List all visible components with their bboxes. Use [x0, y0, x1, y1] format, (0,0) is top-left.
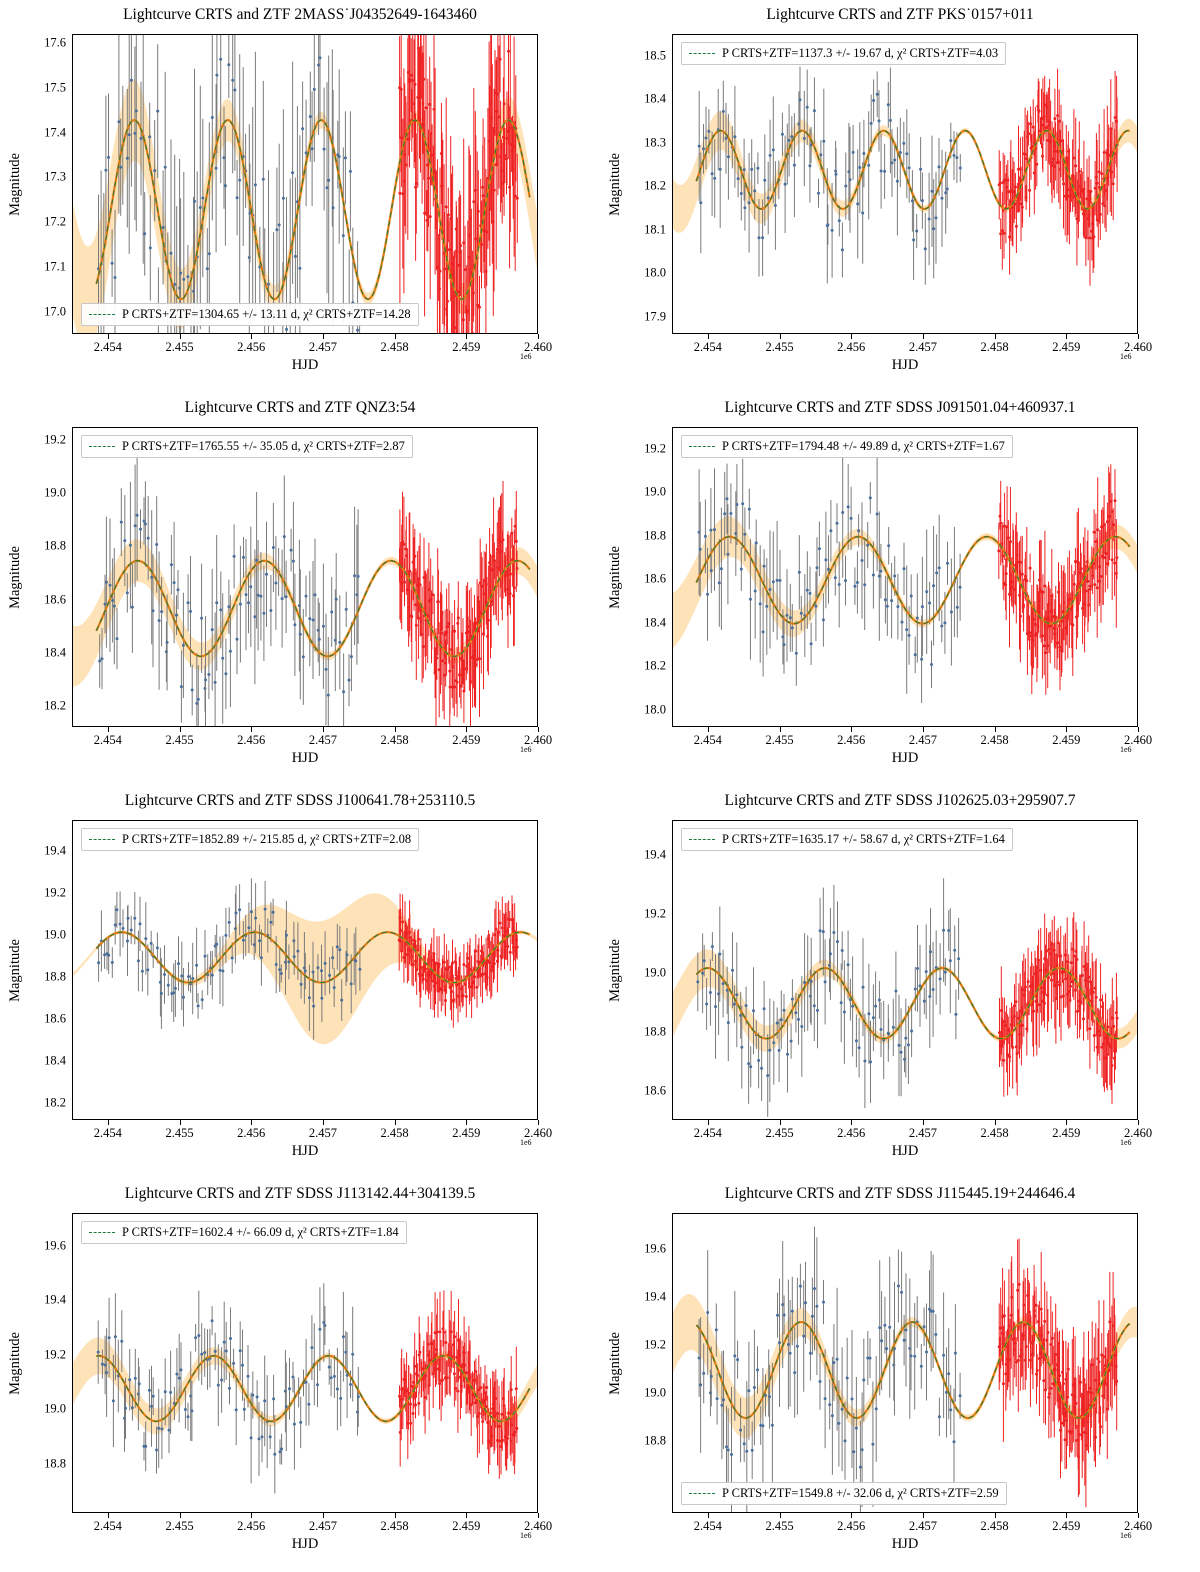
x-tick-label: 2.457: [908, 340, 937, 354]
x-tick-mark: [780, 1513, 781, 1518]
y-tick-label: 19.0: [44, 485, 66, 500]
y-tick-label: 18.8: [644, 528, 666, 543]
x-tick-label: 2.459: [1052, 1126, 1081, 1140]
x-tick-mark: [323, 334, 324, 339]
legend-text: P CRTS+ZTF=1137.3 +/- 19.67 d, χ² CRTS+ZTF=4.03: [722, 46, 999, 60]
y-axis-label-text: Magnitude: [606, 938, 623, 1002]
y-axis-label-text: Magnitude: [606, 152, 623, 216]
x-axis-ticks: [72, 1120, 553, 1142]
x-tick-label: 2.459: [452, 1519, 481, 1533]
y-tick-label: 18.3: [644, 135, 666, 150]
ztf-data-points: [998, 69, 1119, 286]
x-tick-label: 2.455: [165, 733, 194, 747]
y-tick-label: 18.5: [644, 48, 666, 63]
axes-frame: [72, 1213, 538, 1513]
x-tick-mark: [995, 1120, 996, 1125]
ztf-data-points: [398, 35, 519, 334]
panel-legend: [681, 42, 1006, 65]
lightcurve-plot: [673, 428, 1138, 727]
x-tick-label: 2.460: [1123, 1126, 1153, 1140]
x-tick-label: 2.458: [380, 1126, 409, 1140]
y-tick-label: 19.4: [44, 1292, 66, 1307]
legend-text: P CRTS+ZTF=1794.48 +/- 49.89 d, χ² CRTS+ZTF=1.67: [722, 439, 1005, 453]
x-tick-mark: [923, 727, 924, 732]
ztf-data-points: [998, 912, 1119, 1104]
y-tick-label: 18.4: [44, 1053, 66, 1068]
y-axis-ticks: [0, 427, 70, 727]
panel-legend: [681, 1482, 1007, 1505]
y-tick-label: 17.0: [44, 304, 66, 319]
y-tick-label: 18.6: [44, 592, 66, 607]
legend-dash-icon: [689, 446, 715, 447]
x-tick-mark: [1066, 727, 1067, 732]
y-tick-label: 18.4: [44, 645, 66, 660]
panel-legend: [81, 303, 419, 326]
y-tick-label: 19.6: [44, 1238, 66, 1253]
axes-frame: [72, 427, 538, 727]
x-tick-mark: [251, 1120, 252, 1125]
y-axis-label-text: Magnitude: [6, 938, 23, 1002]
y-tick-label: 18.8: [44, 538, 66, 553]
x-tick-mark: [708, 727, 709, 732]
x-axis-offset-label: 1e6: [520, 1138, 532, 1147]
x-tick-mark: [851, 1513, 852, 1518]
y-tick-label: 18.6: [644, 571, 666, 586]
lightcurve-plot: [673, 1214, 1138, 1513]
x-axis-offset-label: 1e6: [1120, 1531, 1132, 1540]
legend-dash-icon: [689, 53, 715, 54]
x-tick-mark: [851, 334, 852, 339]
x-tick-mark: [395, 1120, 396, 1125]
x-tick-mark: [180, 727, 181, 732]
x-tick-label: 2.458: [980, 340, 1009, 354]
x-tick-label: 2.454: [93, 340, 122, 354]
x-tick-mark: [1138, 334, 1139, 339]
legend-dash-icon: [689, 839, 715, 840]
x-tick-label: 2.456: [237, 340, 266, 354]
x-tick-label: 2.457: [908, 1126, 937, 1140]
y-tick-label: 18.8: [644, 1024, 666, 1039]
x-tick-mark: [708, 1513, 709, 1518]
x-tick-label: 2.457: [308, 1519, 337, 1533]
x-axis-ticks: [672, 1513, 1153, 1535]
x-axis-offset-label: 1e6: [1120, 1138, 1132, 1147]
y-tick-label: 17.4: [44, 125, 66, 139]
x-axis-label: HJD: [291, 750, 319, 766]
x-tick-mark: [323, 1513, 324, 1518]
x-tick-label: 2.456: [837, 733, 866, 747]
x-axis-offset-label: 1e6: [1120, 745, 1132, 754]
y-tick-label: 19.2: [44, 1347, 66, 1362]
y-tick-label: 19.0: [44, 927, 66, 942]
x-tick-label: 2.460: [1123, 340, 1153, 354]
x-tick-mark: [466, 727, 467, 732]
legend-dash-icon: [89, 839, 115, 840]
y-tick-label: 18.4: [644, 615, 666, 630]
crts-data-points: [97, 1283, 360, 1493]
ztf-data-points: [998, 1239, 1118, 1508]
x-tick-mark: [108, 727, 109, 732]
x-tick-mark: [1066, 334, 1067, 339]
y-tick-label: 17.5: [44, 80, 66, 95]
y-tick-label: 18.6: [44, 1011, 66, 1026]
x-tick-label: 2.458: [380, 733, 409, 747]
panel-title: Lightcurve CRTS and ZTF SDSS J091501.04+460937.1: [724, 399, 1076, 416]
y-tick-label: 19.4: [644, 847, 666, 862]
x-tick-label: 2.457: [908, 1519, 937, 1533]
x-tick-label: 2.458: [380, 1519, 409, 1533]
x-tick-label: 2.455: [165, 1126, 194, 1140]
x-tick-label: 2.457: [308, 733, 337, 747]
y-tick-label: 18.2: [44, 1095, 66, 1110]
panel-legend: [81, 828, 419, 851]
lightcurve-panel: [0, 0, 600, 393]
x-tick-label: 2.455: [765, 733, 794, 747]
x-tick-label: 2.457: [308, 1126, 337, 1140]
x-tick-mark: [395, 334, 396, 339]
y-axis-ticks: [600, 34, 670, 334]
x-axis-ticks: [72, 727, 553, 749]
y-axis-ticks: [600, 820, 670, 1120]
x-tick-mark: [251, 334, 252, 339]
x-axis-ticks: [672, 727, 1153, 749]
x-tick-mark: [108, 1120, 109, 1125]
y-tick-label: 19.2: [44, 432, 66, 447]
x-tick-label: 2.456: [837, 340, 866, 354]
x-tick-mark: [538, 727, 539, 732]
x-tick-mark: [466, 1513, 467, 1518]
legend-text: P CRTS+ZTF=1304.65 +/- 13.11 d, χ² CRTS+ZTF=14.28: [122, 307, 411, 321]
x-axis-ticks: [672, 1120, 1153, 1142]
x-tick-mark: [780, 1120, 781, 1125]
x-tick-label: 2.456: [837, 1126, 866, 1140]
x-axis-ticks: [72, 334, 553, 356]
x-tick-mark: [1138, 727, 1139, 732]
y-tick-label: 17.1: [44, 259, 66, 274]
x-tick-mark: [251, 1513, 252, 1518]
x-tick-mark: [1138, 1513, 1139, 1518]
y-tick-label: 18.2: [44, 698, 66, 713]
x-tick-label: 2.457: [908, 733, 937, 747]
x-tick-label: 2.455: [165, 340, 194, 354]
x-tick-label: 2.454: [93, 1519, 122, 1533]
x-tick-mark: [780, 727, 781, 732]
panel-title: Lightcurve CRTS and ZTF PKS˙0157+011: [766, 6, 1034, 23]
x-tick-mark: [108, 1513, 109, 1518]
ztf-data-points: [398, 894, 519, 1028]
x-tick-label: 2.456: [837, 1519, 866, 1533]
x-axis-label: HJD: [891, 357, 919, 373]
x-tick-mark: [395, 1513, 396, 1518]
x-tick-label: 2.459: [1052, 1519, 1081, 1533]
y-tick-label: 19.0: [644, 484, 666, 499]
y-tick-label: 18.1: [644, 222, 666, 237]
y-tick-label: 18.0: [644, 702, 666, 717]
x-tick-label: 2.460: [523, 1126, 553, 1140]
lightcurve-panel: [600, 0, 1200, 393]
panel-title: Lightcurve CRTS and ZTF SDSS J115445.19+244646.4: [724, 1185, 1076, 1202]
panel-title: Lightcurve CRTS and ZTF QNZ3:54: [184, 399, 416, 416]
x-tick-mark: [708, 334, 709, 339]
x-tick-mark: [395, 727, 396, 732]
x-tick-label: 2.459: [452, 340, 481, 354]
ztf-data-points: [997, 464, 1118, 695]
x-tick-mark: [995, 727, 996, 732]
axes-frame: [672, 427, 1138, 727]
y-tick-label: 19.0: [44, 1401, 66, 1416]
x-tick-label: 2.460: [1123, 733, 1153, 747]
plot-area: [72, 820, 538, 1120]
x-axis-label: HJD: [891, 1143, 919, 1159]
x-tick-label: 2.455: [165, 1519, 194, 1533]
lightcurve-panel: [600, 786, 1200, 1179]
y-tick-label: 18.8: [44, 1456, 66, 1471]
panel-title: Lightcurve CRTS and ZTF SDSS J113142.44+304139.5: [124, 1185, 476, 1202]
y-axis-ticks: [600, 1213, 670, 1513]
x-tick-mark: [538, 334, 539, 339]
x-tick-mark: [180, 1513, 181, 1518]
x-axis-label: HJD: [891, 750, 919, 766]
x-tick-label: 2.456: [237, 1126, 266, 1140]
legend-text: P CRTS+ZTF=1765.55 +/- 35.05 d, χ² CRTS+ZTF=2.87: [122, 439, 405, 453]
x-axis-ticks: [72, 1513, 553, 1535]
x-tick-label: 2.454: [93, 1126, 122, 1140]
x-tick-mark: [780, 334, 781, 339]
y-axis-ticks: [0, 1213, 70, 1513]
x-tick-mark: [180, 1120, 181, 1125]
x-tick-label: 2.455: [765, 1126, 794, 1140]
x-tick-mark: [538, 1513, 539, 1518]
lightcurve-plot: [673, 821, 1138, 1120]
y-tick-label: 18.8: [44, 969, 66, 984]
panel-legend: [681, 435, 1013, 458]
legend-dash-icon: [89, 314, 115, 315]
x-axis-offset-label: 1e6: [520, 745, 532, 754]
plot-area: [672, 427, 1138, 727]
legend-text: P CRTS+ZTF=1602.4 +/- 66.09 d, χ² CRTS+ZTF=1.84: [122, 1225, 399, 1239]
lightcurve-panel: [0, 786, 600, 1179]
x-tick-label: 2.460: [1123, 1519, 1153, 1533]
x-tick-label: 2.460: [523, 340, 553, 354]
legend-text: P CRTS+ZTF=1635.17 +/- 58.67 d, χ² CRTS+ZTF=1.64: [722, 832, 1005, 846]
x-axis-label: HJD: [291, 1536, 319, 1552]
x-tick-label: 2.459: [1052, 733, 1081, 747]
y-tick-label: 17.6: [44, 35, 66, 50]
plot-area: [672, 34, 1138, 334]
x-tick-label: 2.454: [93, 733, 122, 747]
y-axis-label-text: Magnitude: [606, 1331, 623, 1395]
x-tick-label: 2.456: [237, 1519, 266, 1533]
x-tick-label: 2.458: [980, 1519, 1009, 1533]
panel-title: Lightcurve CRTS and ZTF 2MASS˙J04352649-1643460: [123, 6, 477, 23]
x-tick-mark: [251, 727, 252, 732]
y-tick-label: 18.8: [644, 1433, 666, 1448]
x-tick-mark: [1066, 1513, 1067, 1518]
y-tick-label: 18.0: [644, 265, 666, 280]
y-tick-label: 19.4: [644, 1289, 666, 1304]
x-tick-mark: [1138, 1120, 1139, 1125]
y-tick-label: 19.6: [644, 1241, 666, 1256]
x-axis-offset-label: 1e6: [520, 1531, 532, 1540]
x-tick-mark: [923, 1513, 924, 1518]
x-tick-mark: [466, 1120, 467, 1125]
lightcurve-panel: [0, 1179, 600, 1572]
panel-title: Lightcurve CRTS and ZTF SDSS J100641.78+253110.5: [124, 792, 476, 809]
y-tick-label: 17.3: [44, 169, 66, 184]
x-tick-label: 2.455: [765, 1519, 794, 1533]
legend-dash-icon: [89, 446, 115, 447]
lightcurve-panel: [600, 1179, 1200, 1572]
y-tick-label: 19.2: [644, 1337, 666, 1352]
x-tick-mark: [323, 727, 324, 732]
y-axis-label-text: Magnitude: [6, 1331, 23, 1395]
y-tick-label: 17.9: [644, 309, 666, 324]
x-axis-offset-label: 1e6: [520, 352, 532, 361]
x-axis-label: HJD: [891, 1536, 919, 1552]
x-tick-mark: [851, 727, 852, 732]
x-tick-label: 2.455: [765, 340, 794, 354]
crts-data-points: [97, 35, 361, 334]
x-tick-mark: [1066, 1120, 1067, 1125]
y-axis-label-text: Magnitude: [6, 152, 23, 216]
x-tick-label: 2.460: [523, 1519, 553, 1533]
y-tick-label: 19.0: [644, 965, 666, 980]
y-tick-label: 18.4: [644, 91, 666, 106]
panel-title: Lightcurve CRTS and ZTF SDSS J102625.03+295907.7: [724, 792, 1076, 809]
y-tick-label: 19.2: [644, 441, 666, 456]
y-axis-label-text: Magnitude: [6, 545, 23, 609]
plot-area: [672, 1213, 1138, 1513]
legend-text: P CRTS+ZTF=1852.89 +/- 215.85 d, χ² CRTS+ZTF=2.08: [122, 832, 412, 846]
axes-frame: [72, 820, 538, 1120]
x-tick-mark: [995, 1513, 996, 1518]
lightcurve-plot: [73, 428, 538, 727]
y-tick-label: 18.2: [644, 658, 666, 673]
y-axis-ticks: [0, 820, 70, 1120]
x-tick-mark: [323, 1120, 324, 1125]
x-tick-label: 2.456: [237, 733, 266, 747]
y-tick-label: 18.6: [644, 1083, 666, 1098]
y-tick-label: 17.2: [44, 214, 66, 229]
x-tick-label: 2.459: [1052, 340, 1081, 354]
x-tick-label: 2.457: [308, 340, 337, 354]
x-tick-label: 2.459: [452, 1126, 481, 1140]
x-tick-label: 2.454: [693, 1126, 722, 1140]
panel-legend: [81, 1221, 407, 1244]
x-axis-offset-label: 1e6: [1120, 352, 1132, 361]
x-tick-mark: [923, 334, 924, 339]
x-tick-mark: [851, 1120, 852, 1125]
y-tick-label: 19.4: [44, 843, 66, 858]
x-axis-ticks: [672, 334, 1153, 356]
x-tick-label: 2.458: [980, 733, 1009, 747]
axes-frame: [672, 34, 1138, 334]
y-axis-label-text: Magnitude: [606, 545, 623, 609]
x-tick-mark: [995, 334, 996, 339]
y-tick-label: 19.2: [644, 906, 666, 921]
lightcurve-plot: [73, 821, 538, 1120]
x-tick-label: 2.454: [693, 340, 722, 354]
x-tick-label: 2.460: [523, 733, 553, 747]
x-tick-label: 2.454: [693, 733, 722, 747]
legend-dash-icon: [689, 1493, 715, 1494]
axes-frame: [72, 34, 538, 334]
y-tick-label: 19.2: [44, 885, 66, 900]
plot-area: [72, 34, 538, 334]
x-axis-label: HJD: [291, 1143, 319, 1159]
lightcurve-plot: [73, 1214, 538, 1513]
x-tick-mark: [538, 1120, 539, 1125]
x-tick-label: 2.459: [452, 733, 481, 747]
x-axis-label: HJD: [291, 357, 319, 373]
y-tick-label: 18.2: [644, 178, 666, 193]
x-tick-label: 2.458: [980, 1126, 1009, 1140]
lightcurve-plot: [673, 35, 1138, 334]
panel-legend: [681, 828, 1013, 851]
crts-data-points: [98, 450, 359, 727]
x-tick-mark: [923, 1120, 924, 1125]
legend-text: P CRTS+ZTF=1549.8 +/- 32.06 d, χ² CRTS+ZTF=2.59: [722, 1486, 999, 1500]
lightcurve-panel: [0, 393, 600, 786]
x-tick-mark: [108, 334, 109, 339]
x-tick-label: 2.458: [380, 340, 409, 354]
ztf-data-points: [398, 481, 519, 727]
plot-area: [72, 1213, 538, 1513]
x-tick-mark: [180, 334, 181, 339]
legend-dash-icon: [89, 1232, 115, 1233]
x-tick-label: 2.454: [693, 1519, 722, 1533]
axes-frame: [672, 1213, 1138, 1513]
y-axis-ticks: [0, 34, 70, 334]
x-tick-mark: [466, 334, 467, 339]
lightcurve-plot: [73, 35, 538, 334]
plot-area: [672, 820, 1138, 1120]
plot-area: [72, 427, 538, 727]
y-axis-ticks: [600, 427, 670, 727]
x-tick-mark: [708, 1120, 709, 1125]
panel-legend: [81, 435, 413, 458]
axes-frame: [672, 820, 1138, 1120]
lightcurve-panel: [600, 393, 1200, 786]
y-tick-label: 19.0: [644, 1385, 666, 1400]
